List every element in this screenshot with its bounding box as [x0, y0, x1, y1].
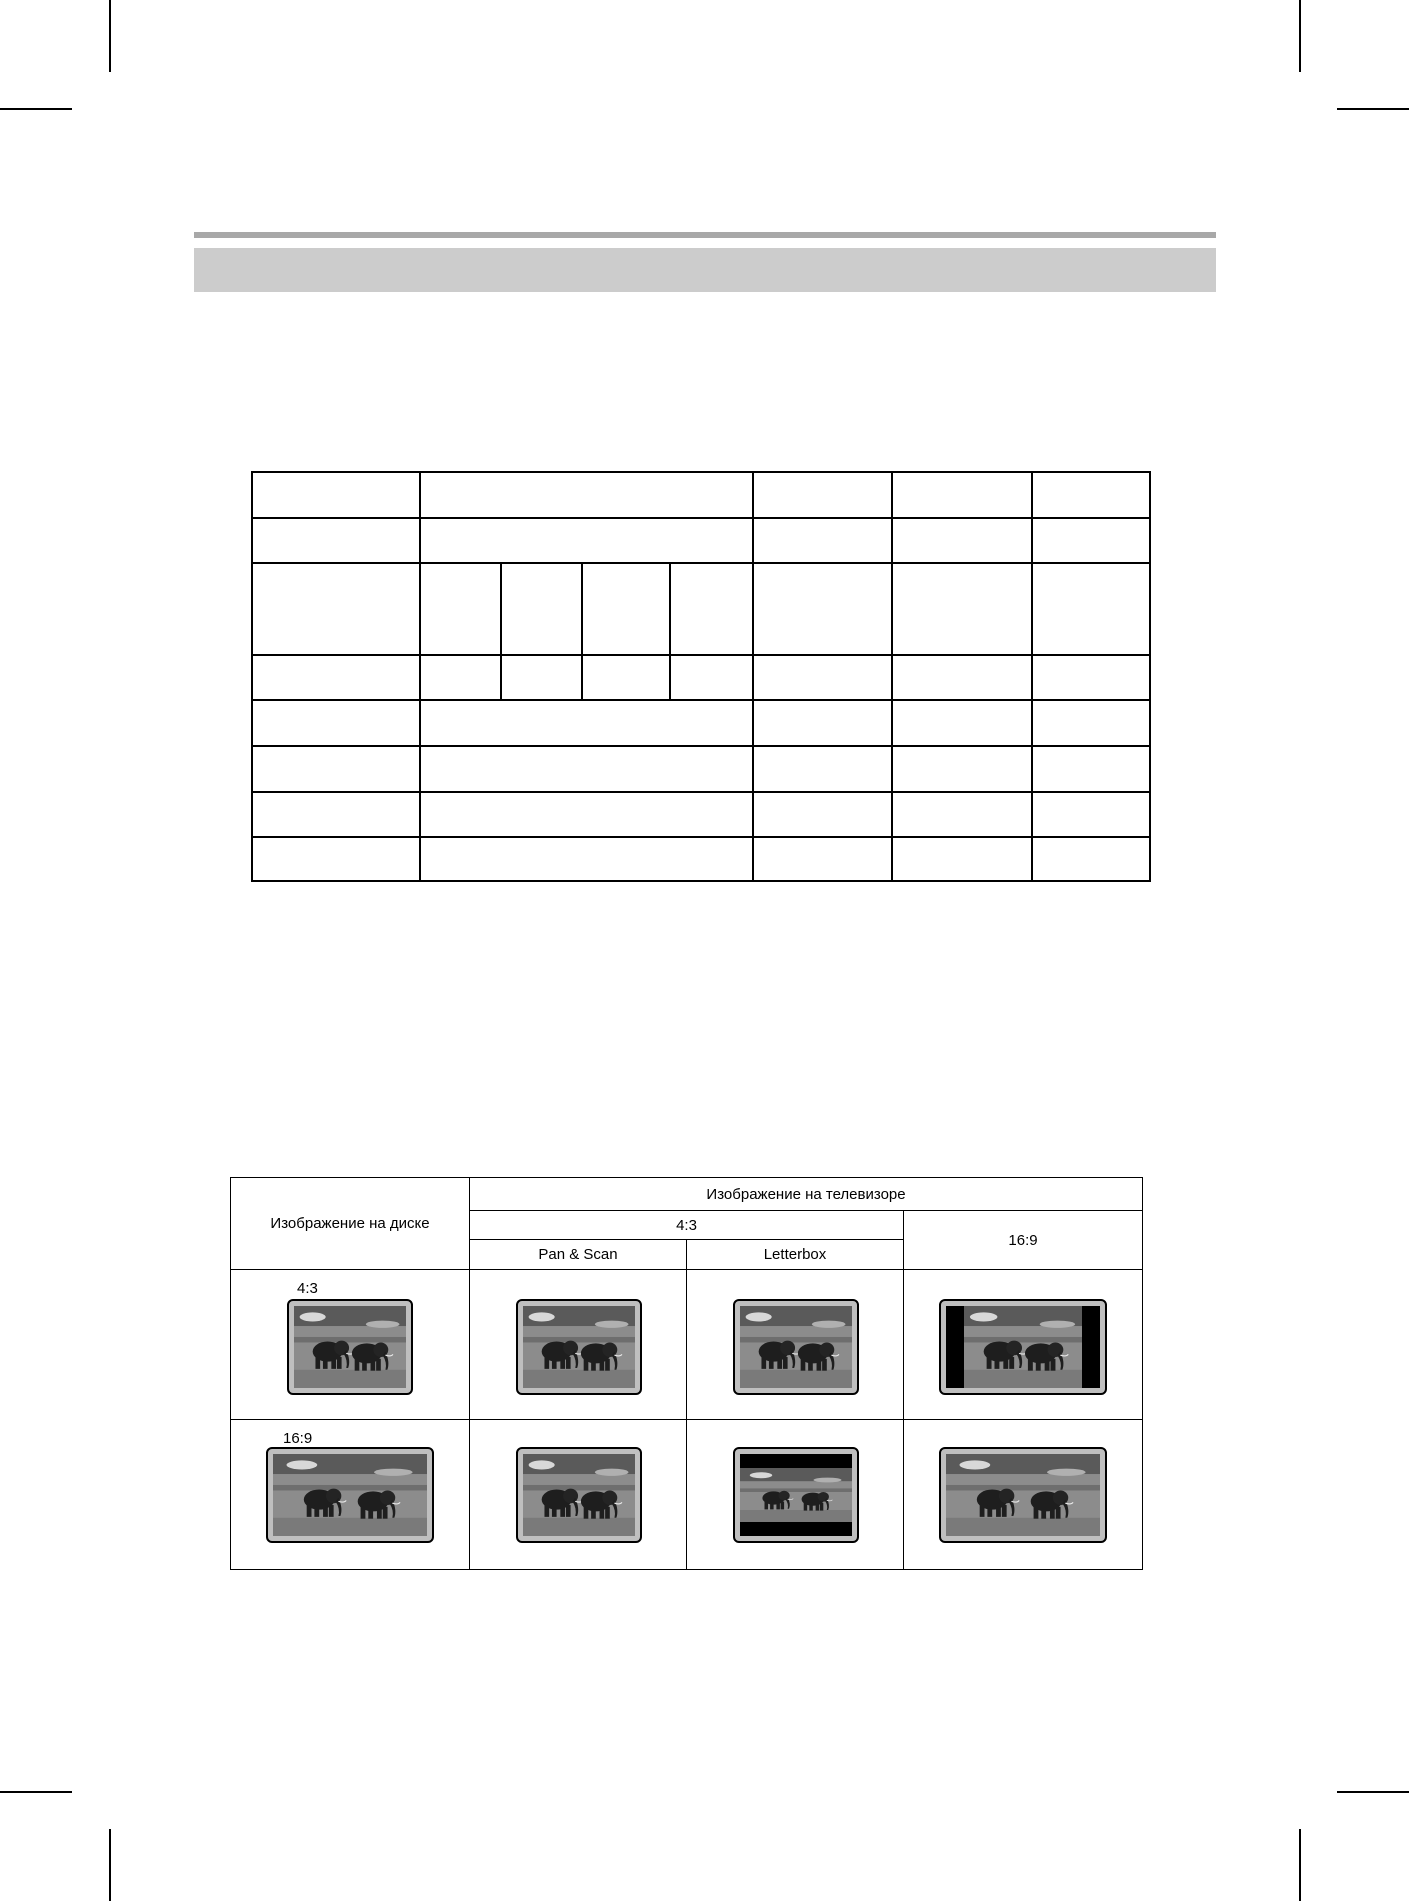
- crop-mark: [1299, 0, 1301, 72]
- table-cell: [892, 837, 1032, 881]
- tv-image-header: Изображение на телевизоре: [470, 1178, 1143, 1211]
- spec-table: [251, 471, 1151, 882]
- table-cell: [252, 700, 420, 746]
- table-row: [252, 746, 1150, 792]
- table-row: [252, 700, 1150, 746]
- header-rule: [194, 232, 1216, 238]
- table-cell: [420, 792, 753, 837]
- table-cell: [252, 563, 420, 655]
- table-cell: [420, 518, 753, 563]
- table-cell: [1032, 792, 1150, 837]
- crop-mark: [1299, 1829, 1301, 1901]
- table-cell: [670, 655, 753, 700]
- tv-frame: [516, 1447, 642, 1543]
- table-cell: [420, 655, 501, 700]
- table-row: [252, 518, 1150, 563]
- tv-frame: [939, 1447, 1107, 1543]
- table-cell: [420, 837, 753, 881]
- table-cell: [420, 472, 753, 518]
- pan-scan-header: Pan & Scan: [470, 1240, 687, 1270]
- table-cell: [420, 746, 753, 792]
- table-row: [252, 792, 1150, 837]
- letterbox-header: Letterbox: [687, 1240, 904, 1270]
- wide-16-9-cell: [904, 1420, 1143, 1570]
- tv-frame: [516, 1299, 642, 1395]
- table-cell: [1032, 563, 1150, 655]
- table-cell: [420, 700, 753, 746]
- elephants-image: [294, 1306, 406, 1388]
- table-cell: [892, 518, 1032, 563]
- table-row: [252, 563, 1150, 655]
- disc-4-3-cell: [231, 1270, 470, 1420]
- table-row: [252, 837, 1150, 881]
- ratio-16-9-header: 16:9: [904, 1211, 1143, 1270]
- pan-scan-4-3-cell: [470, 1270, 687, 1420]
- table-cell: [252, 655, 420, 700]
- tv-frame: [266, 1447, 434, 1543]
- crop-mark: [0, 1791, 72, 1793]
- table-row: [231, 1178, 1143, 1211]
- crop-mark: [1337, 1791, 1409, 1793]
- table-row: [252, 655, 1150, 700]
- tv-frame: [733, 1299, 859, 1395]
- table-cell: [1032, 746, 1150, 792]
- table-cell: [753, 700, 892, 746]
- table-cell: [892, 563, 1032, 655]
- elephants-image: [523, 1306, 635, 1388]
- table-row: [231, 1270, 1143, 1420]
- table-row: [252, 472, 1150, 518]
- header-band: [194, 248, 1216, 292]
- crop-mark: [109, 1829, 111, 1901]
- row-label-16-9: 16:9: [283, 1430, 313, 1447]
- letterbox-4-3-cell: [687, 1270, 904, 1420]
- table-cell: [420, 563, 501, 655]
- crop-mark: [0, 108, 72, 110]
- table-cell: [252, 837, 420, 881]
- aspect-ratio-table: [230, 1177, 1143, 1570]
- table-cell: [501, 563, 582, 655]
- table-cell: [892, 792, 1032, 837]
- table-cell: [892, 472, 1032, 518]
- crop-mark: [1337, 108, 1409, 110]
- row-label-4-3: 4:3: [297, 1280, 318, 1297]
- elephants-image: [946, 1454, 1100, 1536]
- table-cell: [252, 518, 420, 563]
- tv-frame: [287, 1299, 413, 1395]
- table-cell: [501, 655, 582, 700]
- elephants-image: [740, 1306, 852, 1388]
- letterbox-16-9-cell: [687, 1420, 904, 1570]
- table-cell: [753, 746, 892, 792]
- table-cell: [753, 563, 892, 655]
- table-cell: [1032, 655, 1150, 700]
- table-cell: [753, 837, 892, 881]
- elephants-image: [946, 1306, 1100, 1388]
- table-cell: [1032, 472, 1150, 518]
- disc-16-9-cell: [231, 1420, 470, 1570]
- elephants-image: [740, 1454, 852, 1536]
- table-row: [231, 1420, 1143, 1570]
- table-cell: [252, 792, 420, 837]
- table-cell: [753, 472, 892, 518]
- wide-4-3-cell: [904, 1270, 1143, 1420]
- table-cell: [252, 746, 420, 792]
- tv-frame: [733, 1447, 859, 1543]
- table-cell: [252, 472, 420, 518]
- ratio-4-3-header: 4:3: [470, 1211, 904, 1240]
- table-cell: [892, 655, 1032, 700]
- table-cell: [582, 655, 670, 700]
- table-cell: [753, 518, 892, 563]
- table-cell: [1032, 700, 1150, 746]
- crop-mark: [109, 0, 111, 72]
- table-cell: [670, 563, 753, 655]
- table-cell: [582, 563, 670, 655]
- table-cell: [753, 655, 892, 700]
- disc-image-header: Изображение на диске: [231, 1178, 470, 1270]
- table-cell: [1032, 837, 1150, 881]
- table-cell: [892, 746, 1032, 792]
- table-cell: [892, 700, 1032, 746]
- tv-frame: [939, 1299, 1107, 1395]
- elephants-image: [273, 1454, 427, 1536]
- pan-scan-16-9-cell: [470, 1420, 687, 1570]
- table-cell: [1032, 518, 1150, 563]
- elephants-image: [523, 1454, 635, 1536]
- table-cell: [753, 792, 892, 837]
